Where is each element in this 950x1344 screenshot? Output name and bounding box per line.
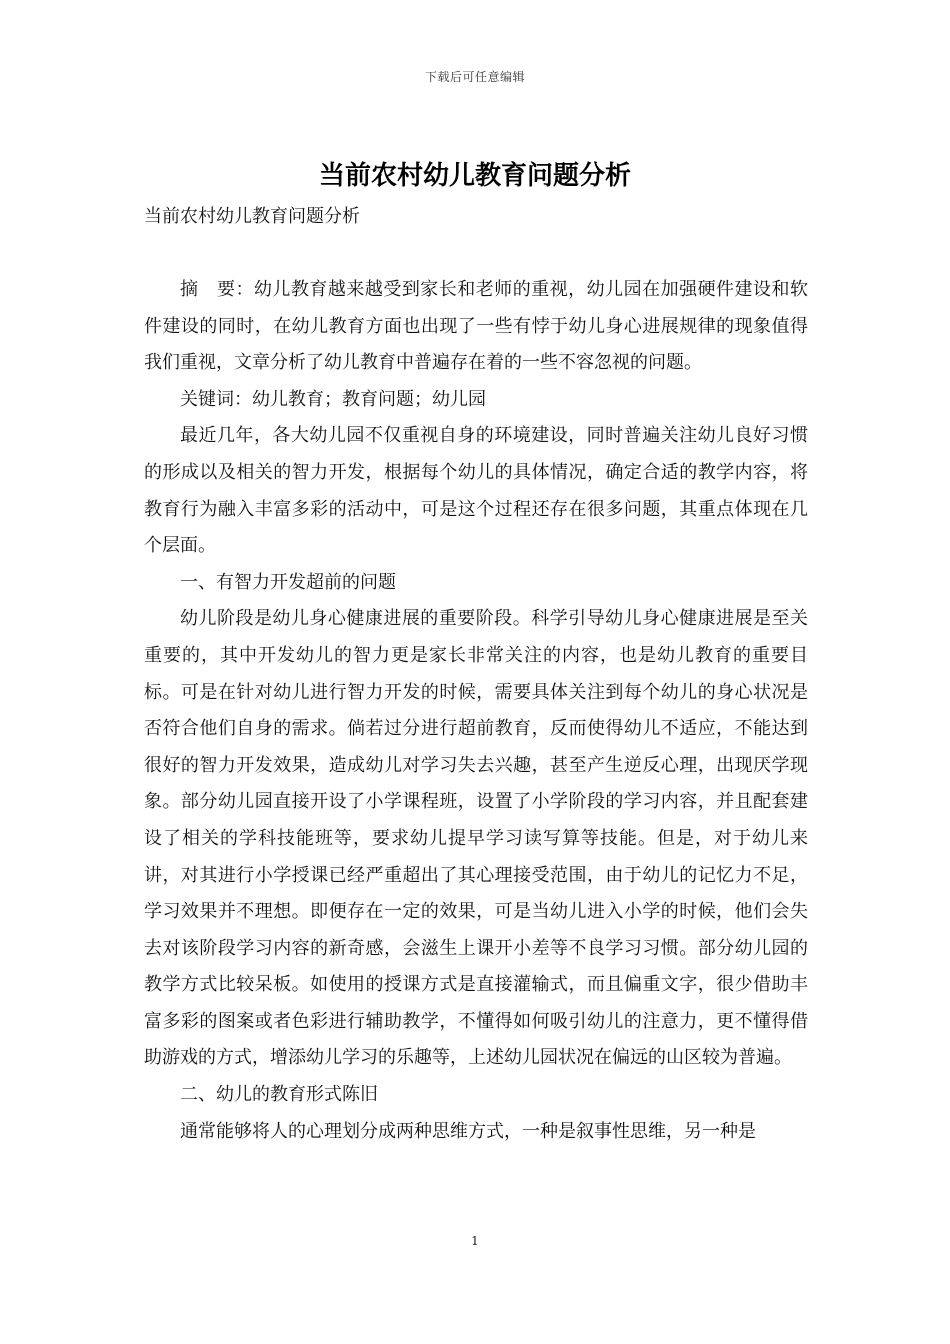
section-heading-2: 二、幼儿的教育形式陈旧 (180, 1084, 378, 1106)
section-2-paragraph: 通常能够将人的心理划分成两种思维方式，一种是叙事性思维，另一种是 (180, 1120, 756, 1142)
document-title: 当前农村幼儿教育问题分析 (318, 161, 631, 191)
section-1-paragraph: 幼儿阶段是幼儿身心健康进展的重要阶段。科学引导幼儿身心健康进展是至关重要的，其中开发幼儿的智力更是家长非常关注的内容，也是幼儿教育的重要目标。可是在针对幼儿进行智力开发的时候，需要具体关注到每个幼儿的身心状况是否符合他们自身的需求。倘若过分进行超前教育，反而使得幼儿不适应，不能达到很好的智力开发效果，造成幼儿对学习失去兴趣，甚至产生逆反心理，出现厌学现象。部分幼儿园直接开设了小学课程班，设置了小学阶段的学习内容，并且配套建设了相关的学科技能班等，要求幼儿提早学习读写算等技能。但是，对于幼儿来讲，对其进行小学授课已经严重超出了其心理接受范围，由于幼儿的记忆力不足，学习效果并不理想。即便存在一定的效果，可是当幼儿进入小学的时候，他们会失去对该阶段学习内容的新奇感，会滋生上课开小差等不良学习习惯。部分幼儿园的教学方式比较呆板。如使用的授课方式是直接灌输式，而且偏重文字，很少借助丰富多彩的图案或者色彩进行辅助教学，不懂得如何吸引幼儿的注意力，更不懂得借助游戏的方式，增添幼儿学习的乐趣等，上述幼儿园状况在偏远的山区较为普遍。 (144, 608, 808, 1069)
document-body (144, 272, 808, 1150)
intro-paragraph: 最近几年，各大幼儿园不仅重视自身的环境建设，同时普遍关注幼儿良好习惯的形成以及相关的智力开发，根据每个幼儿的具体情况，确定合适的教学内容，将教育行为融入丰富多彩的活动中，可是这个过程还存在很多问题，其重点体现在几个层面。 (144, 425, 808, 557)
document-subtitle: 当前农村幼儿教育问题分析 (144, 206, 360, 227)
section-heading-1: 一、有智力开发超前的问题 (180, 571, 396, 593)
header-note: 下载后可任意编辑 (424, 70, 525, 84)
abstract-paragraph: 摘 要：幼儿教育越来越受到家长和老师的重视，幼儿园在加强硬件建设和软件建设的同时，在幼儿教育方面也出现了一些有悖于幼儿身心进展规律的现象值得我们重视，文章分析了幼儿教育中普遍存在着的一些不容忽视的问题。 (144, 279, 808, 374)
page-number: 1 (471, 1234, 479, 1248)
keywords-paragraph: 关键词：幼儿教育；教育问题；幼儿园 (180, 388, 486, 410)
